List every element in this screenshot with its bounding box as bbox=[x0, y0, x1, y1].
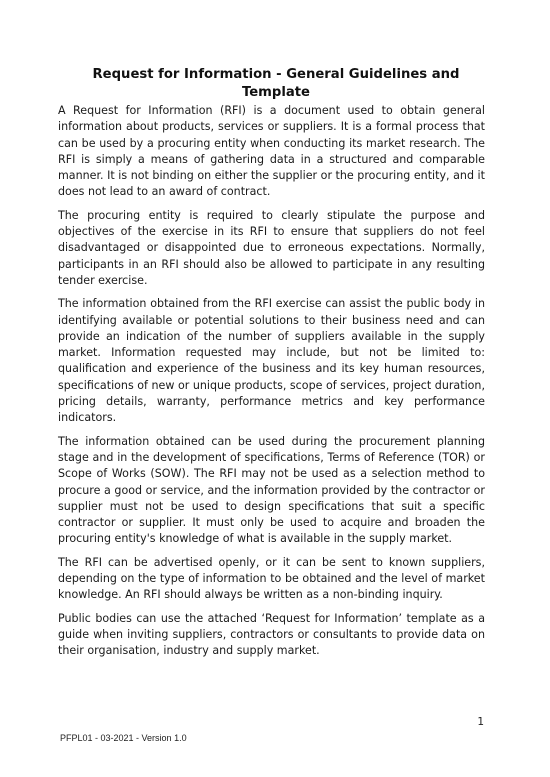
paragraph-template-use: Public bodies can use the attached ‘Request for Information’ template as a guide when inviting suppliers, contractors or consultants to provide data on their organisation, industry and supply market. bbox=[58, 611, 485, 658]
paragraph-advertising: The RFI can be advertised openly, or it can be sent to known suppliers, depending on the type of information to be obtained and the level of market knowledge. An RFI should always be written as a non-binding inquiry. bbox=[58, 555, 485, 602]
paragraph-rfi-definition: A Request for Information (RFI) is a document used to obtain general information about products, services or suppliers. It is a formal process that can be used by a procuring entity when conducting its market research. The RFI is simply a means of gathering data in a structured and comparable manner. It is not binding on either the supplier or the procuring entity, and it does not lead to an award of contract. bbox=[58, 104, 485, 199]
document-body bbox=[58, 103, 485, 667]
document-title: Request for Information - General Guidelines and Template bbox=[92, 67, 460, 100]
page-number: 1 bbox=[477, 716, 484, 728]
paragraph-purpose-objectives: The procuring entity is required to clearly stipulate the purpose and objectives of the exercise in its RFI to ensure that suppliers do not feel disadvantaged or disappointed due to erroneous expectations. Normally, participants in an RFI should also be allowed to participate in any resulting tender exercise. bbox=[58, 208, 485, 287]
footer-document-code: PFPL01 - 03-2021 - Version 1.0 bbox=[60, 733, 187, 743]
paragraph-usage-limits: The information obtained can be used during the procurement planning stage and in the development of specifications, Terms of Reference (TOR) or Scope of Works (SOW). The RFI may not be used as a selection method to procure a good or service, and the information provided by the contractor or supplier must not be used to design specifications that suit a specific contractor or supplier. It must only be used to acquire and broaden the procuring entity's knowledge of what is available in the supply market. bbox=[58, 434, 485, 546]
paragraph-information-obtained: The information obtained from the RFI exercise can assist the public body in identifying available or potential solutions to their business need and can provide an indication of the number of suppliers available in the supply market. Information requested may include, but not be limited to: qualification and experience of the business and its key human resources, specifications of new or unique products, scope of services, project duration, pricing details, warranty, performance metrics and key performance indicators. bbox=[58, 297, 485, 425]
